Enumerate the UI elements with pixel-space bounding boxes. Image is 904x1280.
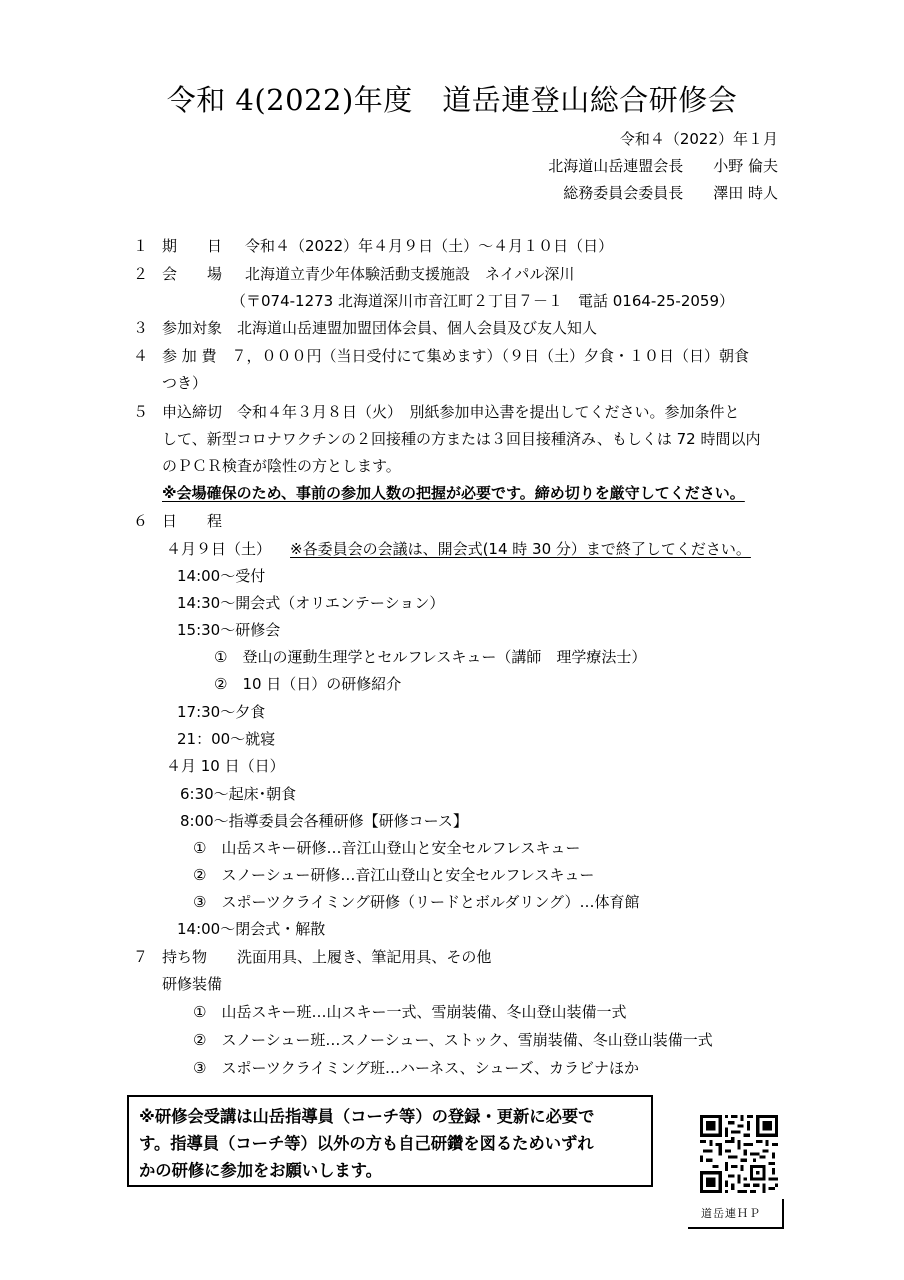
day2-courses: 8:00～指導委員会各種研修【研修コース】 xyxy=(180,812,468,830)
item-2-address: （〒074-1273 北海道深川市音江町２丁目７－１ 電話 0164-25-2059） xyxy=(231,292,735,310)
day1-reception: 14:00～受付 xyxy=(177,567,266,585)
notice-line-2: す。指導員（コーチ等）以外の方も自己研鑽を図るためいずれ xyxy=(139,1134,594,1153)
day1-bedtime: 21：00～就寝 xyxy=(177,730,276,748)
day1-note: ※各委員会の会議は、開会式(14 時 30 分）まで終了してください。 xyxy=(290,540,751,558)
item-5-number: ５ xyxy=(133,403,149,421)
day2-course-2: ② スノーシュー研修…音江山登山と安全セルフレスキュー xyxy=(193,866,595,884)
item-5-line3: のＰＣＲ検査が陰性の方とします。 xyxy=(162,457,401,475)
item-2-venue: 北海道立青少年体験活動支援施設 ネイパル深川 xyxy=(245,265,575,283)
notice-line-1: ※研修会受講は山岳指導員（コーチ等）の登録・更新に必要で xyxy=(139,1107,595,1126)
day2-closing: 14:00～閉会式・解散 xyxy=(177,920,326,938)
item-1-label: 期 日 xyxy=(162,237,223,255)
day1-opening: 14:30～開会式（オリエンテーション） xyxy=(177,594,445,612)
item-7-belongings: 持ち物 洗面用具、上履き、筆記用具、その他 xyxy=(162,948,492,966)
item-7-number: ７ xyxy=(133,948,149,966)
notice-line-3: かの研修に参加をお願いします。 xyxy=(139,1161,382,1180)
item-4-fee-cont: つき） xyxy=(162,374,208,392)
day1-training-1: ① 登山の運動生理学とセルフレスキュー（講師 理学療法士） xyxy=(214,648,647,666)
page-title: 令和 4(2022)年度 道岳連登山総合研修会 xyxy=(166,83,738,117)
item-1-dates: 令和４（2022）年４月９日（土）～４月１０日（日） xyxy=(245,237,614,255)
item-4-fee: 参 加 費 ７，０００円（当日受付にて集めます）（９日（土）夕食・１０日（日）朝食 xyxy=(162,347,750,365)
item-2-label: 会 場 xyxy=(162,265,223,283)
day2-course-1: ① 山岳スキー研修…音江山登山と安全セルフレスキュー xyxy=(193,839,581,857)
day1-label: ４月９日（土） xyxy=(166,540,272,558)
equipment-ski: ① 山岳スキー班…山スキー一式、雪崩装備、冬山登山装備一式 xyxy=(193,1003,627,1021)
equipment-climbing: ③ スポーツクライミング班…ハーネス、シューズ、カラビナほか xyxy=(193,1059,640,1077)
item-6-label: 日 程 xyxy=(162,512,223,530)
notice-box xyxy=(127,1095,653,1187)
item-5-deadline: 申込締切 令和４年３月８日（火） 別紙参加申込書を提出してください。参加条件と xyxy=(162,403,740,421)
item-5-note: ※会場確保のため、事前の参加人数の把握が必要です。締め切りを厳守してください。 xyxy=(162,484,745,502)
equipment-label: 研修装備 xyxy=(162,975,223,993)
sender-committee: 総務委員会委員長 澤田 時人 xyxy=(563,184,778,202)
item-1-number: １ xyxy=(133,237,149,255)
item-4-number: ４ xyxy=(133,347,149,365)
day1-training: 15:30～研修会 xyxy=(177,621,281,639)
item-5-line2: して、新型コロナワクチンの２回接種の方または３回目接種済み、もしくは 72 時間以内 xyxy=(162,430,761,448)
item-2-number: ２ xyxy=(133,265,149,283)
day1-training-2: ② 10 日（日）の研修紹介 xyxy=(214,675,402,693)
item-6-number: ６ xyxy=(133,512,149,530)
issue-date: 令和４（2022）年１月 xyxy=(619,130,778,148)
qr-caption: 道岳連ＨＰ xyxy=(688,1199,784,1229)
item-3-target: 参加対象 北海道山岳連盟加盟団体会員、個人会員及び友人知人 xyxy=(162,319,598,337)
day2-wakeup: 6:30～起床･朝食 xyxy=(180,785,297,803)
item-3-number: ３ xyxy=(133,319,149,337)
day1-dinner: 17:30～夕食 xyxy=(177,703,266,721)
day2-course-3: ③ スポーツクライミング研修（リードとボルダリング）…体育館 xyxy=(193,893,640,911)
qr-code[interactable] xyxy=(700,1115,778,1193)
sender-president: 北海道山岳連盟会長 小野 倫夫 xyxy=(548,157,778,175)
equipment-snowshoe: ② スノーシュー班…スノーシュー、ストック、雪崩装備、冬山登山装備一式 xyxy=(193,1031,713,1049)
day2-label: ４月 10 日（日） xyxy=(166,757,285,775)
